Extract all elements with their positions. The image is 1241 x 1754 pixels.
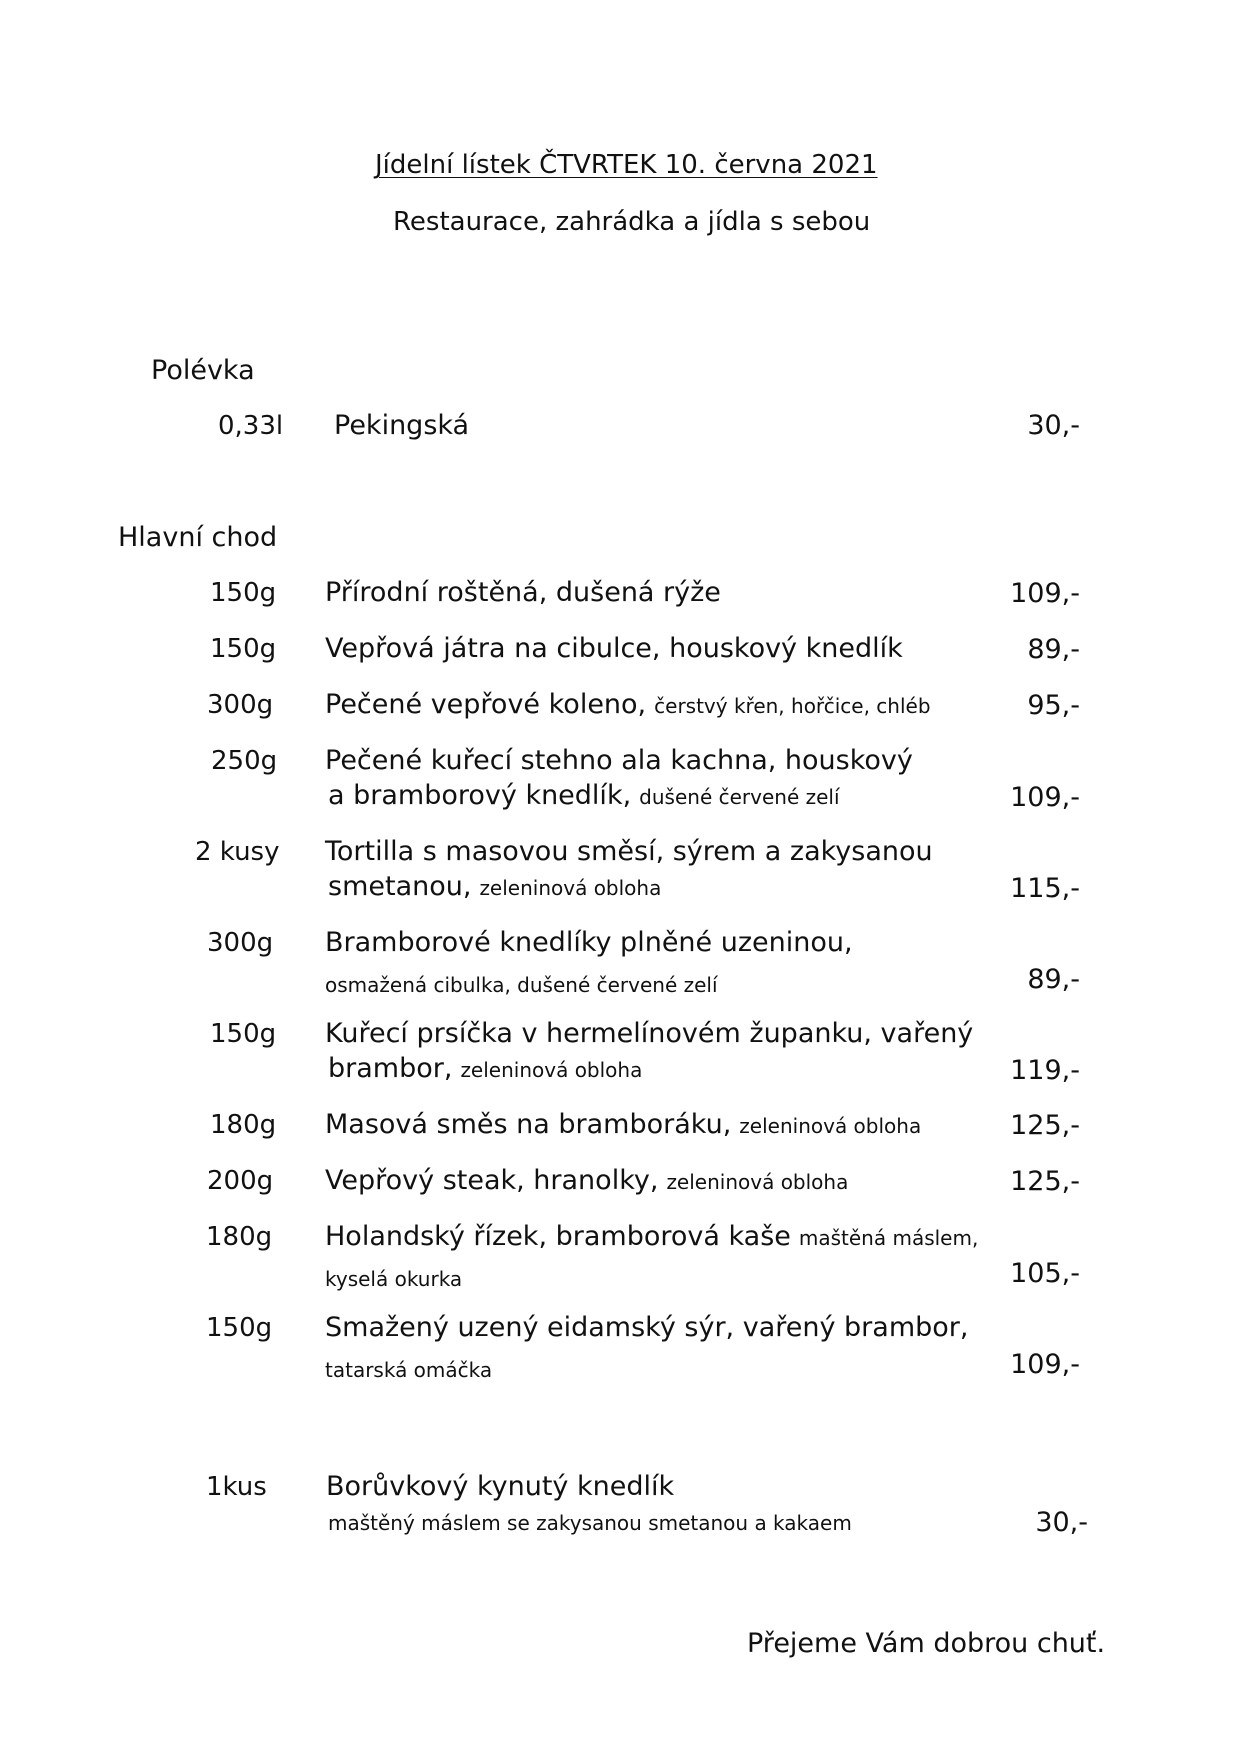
item-note: zeleninová obloha: [666, 1170, 849, 1194]
item-name: [325, 633, 903, 664]
item-name-continued: [325, 1353, 492, 1384]
item-price: 95,-: [1027, 690, 1080, 721]
item-name-continued: [325, 1262, 462, 1293]
item-price: 109,-: [1010, 782, 1080, 813]
item-quantity: 1kus: [206, 1472, 267, 1502]
item-quantity: 150g: [210, 634, 277, 664]
item-name-text: Holandský řízek, bramborová kaše: [325, 1221, 791, 1252]
item-note: zeleninová obloha: [460, 1058, 643, 1082]
item-quantity: 200g: [207, 1166, 274, 1196]
item-note: tatarská omáčka: [325, 1358, 493, 1382]
item-quantity: 300g: [207, 928, 274, 958]
item-price: 119,-: [1010, 1055, 1080, 1086]
item-name-text: Pečené kuřecí stehno ala kachna, houskový: [325, 745, 913, 776]
item-price: 30,-: [1027, 410, 1080, 441]
item-name-text: Masová směs na bramboráku,: [325, 1109, 732, 1140]
item-price: 109,-: [1010, 578, 1080, 609]
item-note: zeleninová obloha: [739, 1114, 922, 1138]
item-name-text: Bramborové knedlíky plněné uzeninou,: [325, 927, 853, 958]
item-quantity: 180g: [206, 1222, 273, 1252]
item-price: 105,-: [1010, 1258, 1080, 1289]
item-name-continued: [328, 871, 661, 902]
item-name-text: Tortilla s masovou směsí, sýrem a zakysanou: [325, 836, 933, 867]
item-name: [325, 1165, 848, 1196]
item-name: [325, 745, 913, 776]
item-price: 30,-: [1035, 1507, 1088, 1538]
item-note: maštěný máslem se zakysanou smetanou a kakaem: [328, 1511, 852, 1535]
item-name-text: Přírodní roštěná, dušená rýže: [325, 577, 721, 608]
item-quantity: 300g: [207, 690, 274, 720]
item-name-continued: [328, 1053, 642, 1084]
item-name: [325, 836, 933, 867]
item-name: [325, 1109, 921, 1140]
item-name: [325, 577, 721, 608]
item-price: 115,-: [1010, 873, 1080, 904]
item-note: čerstvý křen, hořčice, chléb: [654, 694, 931, 718]
item-quantity: 2 kusy: [195, 837, 280, 867]
item-name-text: Kuřecí prsíčka v hermelínovém županku, vařený: [325, 1018, 974, 1049]
item-name-continued: [325, 968, 718, 999]
item-note: dušené červené zelí: [639, 785, 840, 809]
item-quantity: 150g: [206, 1313, 273, 1343]
item-note: zeleninová obloha: [479, 876, 662, 900]
item-price: 89,-: [1027, 634, 1080, 665]
item-name-text: brambor,: [328, 1053, 453, 1084]
item-name: [325, 1018, 973, 1049]
item-name: [325, 927, 853, 958]
section-heading-main: Hlavní chod: [118, 522, 278, 553]
item-note: kyselá okurka: [325, 1267, 463, 1291]
page-title: Jídelní lístek ČTVRTEK 10. června 2021: [375, 150, 878, 180]
item-name-text: Smažený uzený eidamský sýr, vařený brambor,: [325, 1312, 969, 1343]
item-name-text: smetanou,: [328, 871, 472, 902]
item-note: osmažená cibulka, dušené červené zelí: [325, 973, 718, 997]
item-price: 125,-: [1010, 1110, 1080, 1141]
item-name-continued: [328, 780, 840, 811]
item-quantity: 250g: [211, 746, 278, 776]
item-name-text: Vepřový steak, hranolky,: [325, 1165, 659, 1196]
item-name: [325, 1312, 968, 1343]
item-quantity: 0,33l: [218, 411, 284, 441]
item-name: Pekingská: [334, 410, 470, 441]
item-quantity: 150g: [210, 1019, 277, 1049]
item-name-text: Vepřová játra na cibulce, houskový knedlík: [325, 633, 903, 664]
item-name: Borůvkový kynutý knedlík: [326, 1471, 675, 1502]
item-price: 89,-: [1027, 964, 1080, 995]
item-name-text: a bramborový knedlík,: [328, 780, 632, 811]
section-heading-soup: Polévka: [151, 355, 255, 386]
item-note: maštěná máslem,: [798, 1226, 979, 1250]
item-quantity: 150g: [210, 578, 277, 608]
item-name: [325, 689, 931, 720]
item-price: 109,-: [1010, 1349, 1080, 1380]
item-price: 125,-: [1010, 1166, 1080, 1197]
page-subtitle: Restaurace, zahrádka a jídla s sebou: [393, 207, 871, 237]
item-name: [325, 1221, 978, 1252]
item-name-text: Pečené vepřové koleno,: [325, 689, 647, 720]
item-quantity: 180g: [210, 1110, 277, 1140]
closing-message: Přejeme Vám dobrou chuť.: [747, 1628, 1106, 1659]
